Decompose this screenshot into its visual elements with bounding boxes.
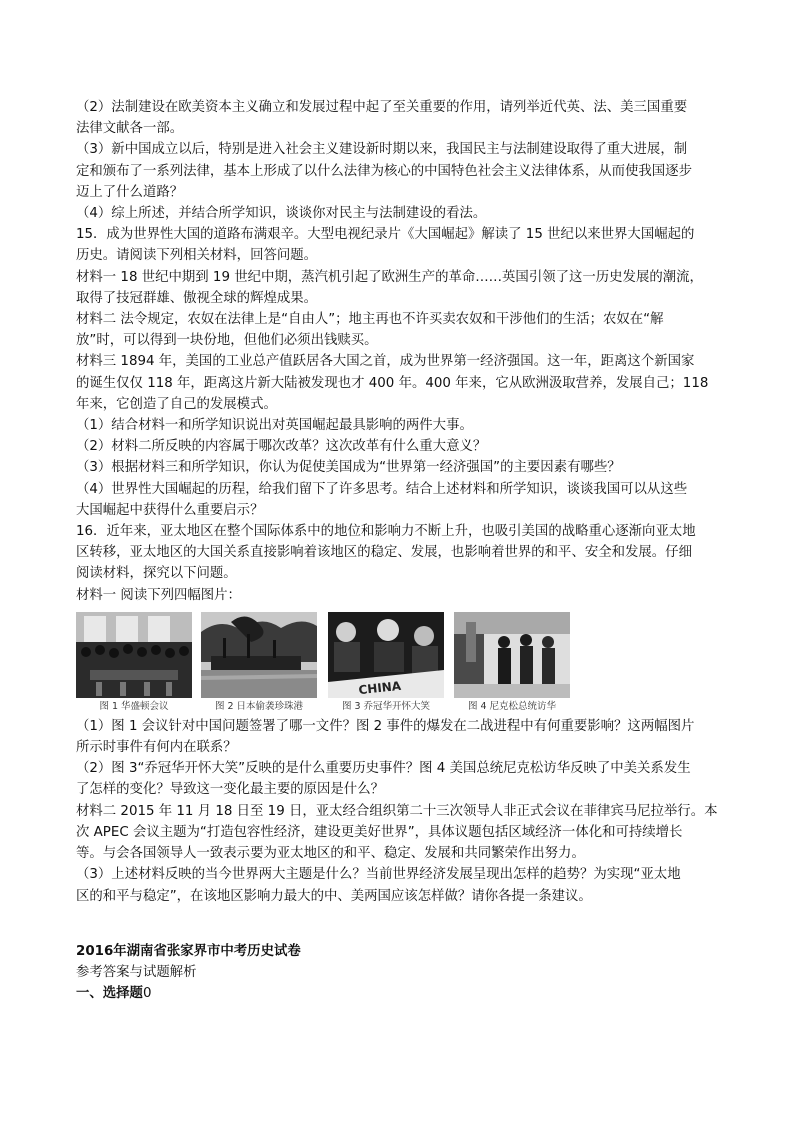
china-banner-text: CHINA — [357, 678, 402, 698]
section-heading-suffix: 0 — [142, 986, 152, 1002]
text-line: 年来，它创造了自己的发展模式。 — [76, 396, 277, 412]
answer-section — [76, 941, 728, 1005]
text-line: （1）结合材料一和所学知识说出对英国崛起最具影响的两件大事。 — [76, 418, 473, 434]
text-line: 放”时，可以得到一块份地，但他们必须出钱赎买。 — [76, 333, 378, 349]
material-1: 材料一 18 世纪中期到 19 世纪中期，蒸汽机引起了欧洲生产的革命……英国引领了这一历史发展的潮流， — [76, 269, 703, 285]
text-line: 迈上了什么道路？ — [76, 184, 184, 200]
material-3: 材料三 1894 年，美国的工业总产值跃居各大国之首，成为世界第一经济强国。这一年，距离这个新国家 — [76, 354, 695, 370]
figure-caption: 图 1 华盛顿会议 — [99, 700, 169, 712]
text-line: 法律文献各一部。 — [76, 121, 184, 137]
washington-conference-photo — [76, 612, 192, 698]
text-line: 定和颁布了一系列法律，基本上形成了以什么法律为核心的中国特色社会主义法律体系，从而使我国逐步 — [76, 163, 692, 179]
figure-gallery — [76, 612, 728, 714]
text-line: （1）图 1 会议针对中国问题签署了哪一文件？图 2 事件的爆发在二战进程中有何重要影响？这两幅图片 — [76, 718, 695, 734]
text-line: 等。与会各国领导人一致表示要为亚太地区的和平、稳定、发展和共同繁荣作出努力。 — [76, 846, 585, 862]
figure-caption: 图 4 尼克松总统访华 — [467, 700, 557, 712]
text-line: （4）综上所述，并结合所学知识，谈谈你对民主与法制建设的看法。 — [76, 206, 487, 222]
nixon-visit-photo — [454, 612, 570, 698]
questions-part2 — [76, 716, 728, 907]
figure-caption: 图 2 日本偷袭珍珠港 — [214, 700, 304, 712]
text-line: 的诞生仅仅 118 年，距离这片新大陆被发现也才 400 年。400 年来，它从欧洲汲取营养，发展自己；118 — [76, 375, 709, 391]
text-line: （3）新中国成立以后，特别是进入社会主义建设新时期以来，我国民主与法制建设取得了重大进展，制 — [76, 142, 688, 158]
text-line: 了怎样的变化？导致这一变化最主要的原因是什么？ — [76, 782, 384, 798]
answer-title: 2016年湖南省张家界市中考历史试卷 — [76, 943, 301, 959]
text-line: 历史。请阅读下列相关材料，回答问题。 — [76, 248, 318, 264]
figure-4 — [454, 612, 570, 713]
document-page — [76, 97, 728, 1004]
section-heading — [76, 983, 728, 1004]
answer-subtitle: 参考答案与试题解析 — [76, 964, 197, 980]
text-line: （2）法制建设在欧美资本主义确立和发展过程中起了至关重要的作用，请列举近代英、法、美三国重要 — [76, 100, 688, 115]
question-15-stem: 15．成为世界性大国的道路布满艰辛。大型电视纪录片《大国崛起》解读了 15 世纪以来世界大国崛起的 — [76, 227, 695, 243]
questions-part1 — [76, 97, 728, 606]
figure-3 — [328, 612, 444, 713]
text-line: 区转移，亚太地区的大国关系直接影响着该地区的稳定、发展，也影响着世界的和平、安全和发展。仔细 — [76, 545, 692, 561]
figure-1 — [76, 612, 192, 713]
text-line: 阅读材料，探究以下问题。 — [76, 566, 237, 582]
qiao-guanhua-laughing-photo — [328, 612, 444, 698]
text-line: 大国崛起中获得什么重要启示？ — [76, 502, 264, 518]
text-line: 取得了技冠群雄、傲视全球的辉煌成果。 — [76, 290, 318, 306]
question-16-stem: 16．近年来，亚太地区在整个国际体系中的地位和影响力不断上升，也吸引美国的战略重心逐渐向亚太地 — [76, 524, 696, 540]
section-heading-text: 一、选择题 — [76, 986, 143, 1002]
text-line: （2）图 3“乔冠华开怀大笑”反映的是什么重要历史事件？图 4 美国总统尼克松访华反映了中美关系发生 — [76, 761, 691, 777]
figure-2 — [201, 612, 317, 713]
text-line: （3）根据材料三和所学知识，你认为促使美国成为“世界第一经济强国”的主要因素有哪些？ — [76, 460, 621, 476]
text-line: 所示时事件有何内在联系？ — [76, 740, 237, 756]
text-line: 区的和平与稳定”，在该地区影响力最大的中、美两国应该怎样做？请你各提一条建议。 — [76, 888, 592, 904]
text-line: 次 APEC 会议主题为“打造包容性经济，建设更美好世界”，具体议题包括区域经济一体化和可持续增长 — [76, 824, 683, 840]
pearl-harbor-photo — [201, 612, 317, 698]
material-2-apec: 材料二 2015 年 11 月 18 日至 19 日，亚太经合组织第二十三次领导人非正式会议在菲律宾马尼拉举行。本 — [76, 803, 718, 819]
figure-caption: 图 3 乔冠华开怀大笑 — [341, 700, 431, 712]
text-line: （4）世界性大国崛起的历程，给我们留下了许多思考。结合上述材料和所学知识，谈谈我国可以从这些 — [76, 481, 688, 497]
text-line: 材料一 阅读下列四幅图片： — [76, 587, 241, 603]
material-2: 材料二 法令规定，农奴在法律上是“自由人”；地主再也不许买卖农奴和干涉他们的生活；农奴在“解 — [76, 312, 664, 328]
text-line: （3）上述材料反映的当今世界两大主题是什么？当前世界经济发展呈现出怎样的趋势？为实现“亚太地 — [76, 867, 681, 883]
text-line: （2）材料二所反映的内容属于哪次改革？这次改革有什么重大意义？ — [76, 439, 487, 455]
